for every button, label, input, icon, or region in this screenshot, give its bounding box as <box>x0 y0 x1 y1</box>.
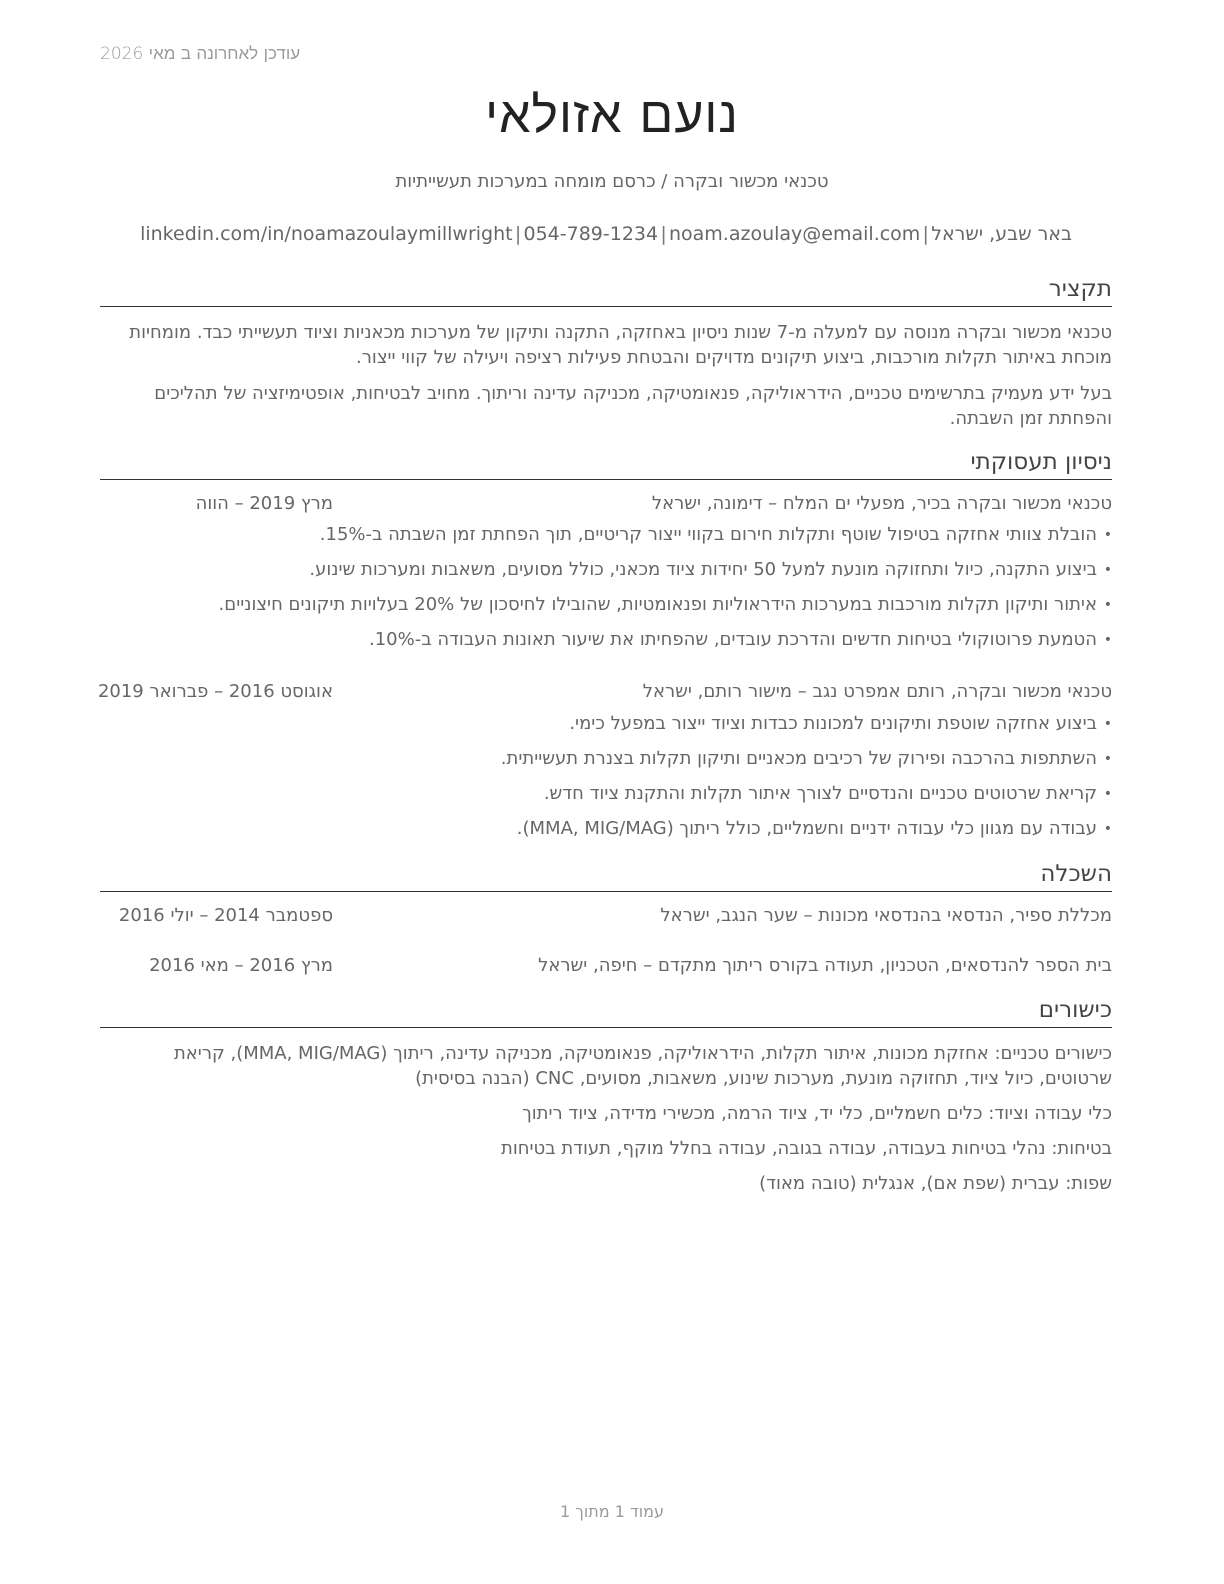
bullet-item: • איתור ותיקון תקלות מורכבות במערכות הידראוליות ופנאומטיות, שהובילו לחיסכון של 20% בעלויות תיקונים חיצוניים. <box>100 593 1112 617</box>
education-dates: מרץ 2016 – מאי 2016 <box>149 955 333 976</box>
bullet-item: • ביצוע אחזקה שוטפת ותיקונים למכונות כבדות וציוד ייצור במפעל כימי. <box>100 712 1112 736</box>
job-dates: מרץ 2019 – הווה <box>195 493 333 514</box>
job-title: טכנאי מכשור ובקרה, רותם אמפרט נגב – מישור רותם, ישראל <box>642 681 1112 702</box>
contact-separator: | <box>922 223 929 245</box>
bullet-item: • קריאת שרטוטים טכניים והנדסיים לצורך איתור תקלות והתקנת ציוד חדש. <box>100 782 1112 806</box>
section-title-summary: תקציר <box>100 274 1112 307</box>
skills-line: כלי עבודה וציוד: כלים חשמליים, כלי יד, ציוד הרמה, מכשירי מדידה, ציוד ריתוך <box>522 1103 1112 1124</box>
bullet-item: • השתתפות בהרכבה ופירוק של רכיבים מכאניים ותיקון תקלות בצנרת תעשייתית. <box>100 747 1112 771</box>
headline: טכנאי מכשור ובקרה / כרסם מומחה במערכות תעשייתיות <box>395 171 829 192</box>
section-title-experience: ניסיון תעסוקתי <box>100 447 1112 480</box>
education-item <box>100 955 1112 981</box>
contact-separator: | <box>660 223 667 245</box>
skills-line: שפות: עברית (שפת אם), אנגלית (טובה מאוד) <box>759 1173 1112 1194</box>
education-title: מכללת ספיר, הנדסאי בהנדסאי מכונות – שער הנגב, ישראל <box>660 905 1112 926</box>
section-title-skills: כישורים <box>100 995 1112 1028</box>
skills-line: כישורים טכניים: אחזקת מכונות, איתור תקלות, הידראוליקה, פנאומטיקה, מכניקה עדינה, ריתוך (MMA, MIG/MAG), קריאת שרטוטים, כיול ציוד, תחזוקה מונעת, מערכות שינוע, משאבות, מסועים, CNC (הבנה בסיסית) <box>173 1043 1112 1089</box>
job-header <box>100 493 1112 519</box>
contact-email[interactable]: noam.azoulay@email.com <box>668 223 921 245</box>
education-item <box>100 905 1112 931</box>
skills-line: בטיחות: נהלי בטיחות בעבודה, עבודה בגובה, עבודה בחלל מוקף, תעודת בטיחות <box>501 1138 1112 1159</box>
job-bullets <box>100 712 1112 852</box>
job-bullets <box>100 523 1112 663</box>
job-title: טכנאי מכשור ובקרה בכיר, מפעלי ים המלח – דימונה, ישראל <box>651 493 1112 514</box>
last-updated: עודכן לאחרונה ב מאי 2026 <box>100 44 301 64</box>
section-title-education: השכלה <box>100 859 1112 892</box>
contact-location: באר שבע, ישראל <box>931 223 1072 245</box>
candidate-name: נועם אזולאי <box>485 86 739 144</box>
contact-separator: | <box>514 223 522 245</box>
education-dates: ספטמבר 2014 – יולי 2016 <box>118 905 333 926</box>
bullet-item: • הטמעת פרוטוקולי בטיחות חדשים והדרכת עובדים, שהפחיתו את שיעור תאונות העבודה ב-10%. <box>100 628 1112 652</box>
education-title: בית הספר להנדסאים, הטכניון, תעודה בקורס ריתוך מתקדם – חיפה, ישראל <box>538 955 1112 976</box>
bullet-item: • הובלת צוותי אחזקה בטיפול שוטף ותקלות חירום בקווי ייצור קריטיים, תוך הפחתת זמן השבתה ב-15%. <box>100 523 1112 547</box>
bullet-item: • עבודה עם מגוון כלי עבודה ידניים וחשמליים, כולל ריתוך (MMA, MIG/MAG). <box>100 817 1112 841</box>
bullet-item: • ביצוע התקנה, כיול ותחזוקה מונעת למעל 50 יחידות ציוד מכאני, כולל מסועים, משאבות ומערכות שינוע. <box>100 558 1112 582</box>
summary-paragraph: טכנאי מכשור ובקרה מנוסה עם למעלה מ-7 שנות ניסיון באחזקה, התקנה ותיקון של מערכות מכאניות וציוד תעשייתי כבד. מומחיות מוכחת באיתור תקלות מורכבות, ביצוע תיקונים מדויקים והבטחת פעילות רציפה ויעילה של קווי ייצור. <box>129 322 1112 368</box>
job-header <box>97 681 1112 707</box>
summary-paragraph: בעל ידע מעמיק בתרשימים טכניים, הידראוליקה, פנאומטיקה, מכניקה עדינה וריתוך. מחויב לבטיחות, אופטימיזציה של תהליכים והפחתת זמן השבתה. <box>154 383 1112 429</box>
contact-phone[interactable]: 054-789-1234 <box>523 223 659 245</box>
contact-linkedin[interactable]: linkedin.com/in/noamazoulaymillwright <box>140 223 513 245</box>
contact-line <box>140 223 1072 245</box>
page-number: עמוד 1 מתוך 1 <box>560 1502 664 1521</box>
job-dates: אוגוסט 2016 – פברואר 2019 <box>97 681 333 702</box>
